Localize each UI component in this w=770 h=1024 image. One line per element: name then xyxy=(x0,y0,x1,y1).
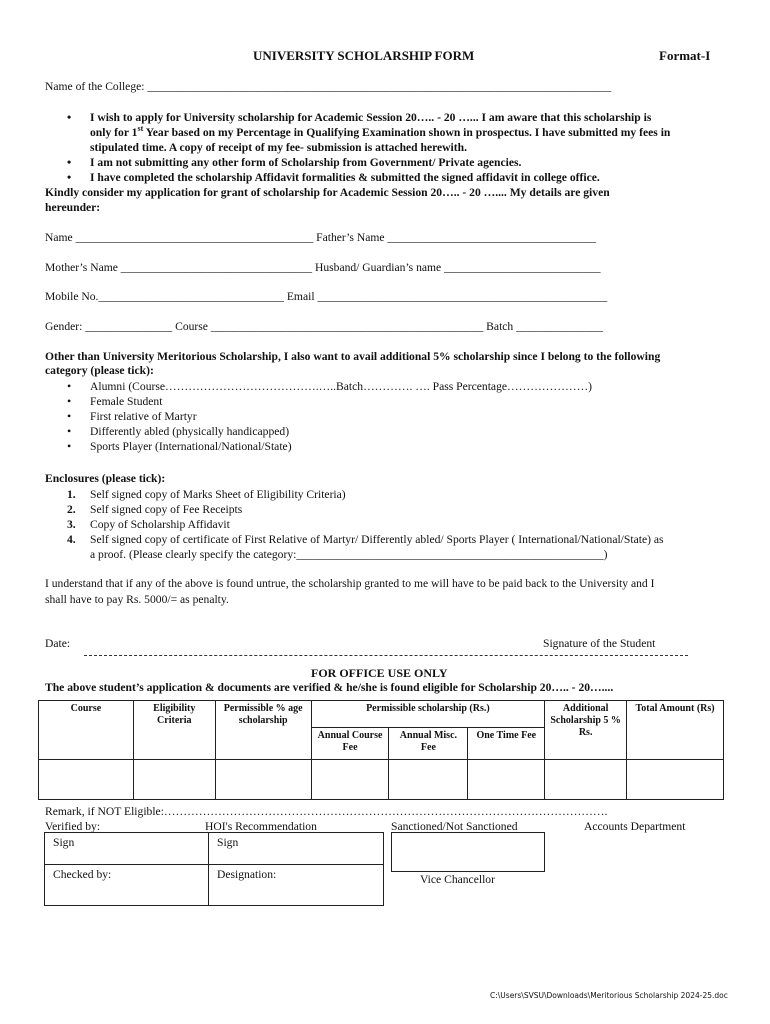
gender-course-batch-row: Gender: _______________ Course _______________________________________________ Batch _______________ xyxy=(45,320,604,333)
category-item-sports[interactable]: • Sports Player (International/National/State) xyxy=(45,439,725,454)
cell-eligibility[interactable] xyxy=(133,760,215,800)
additional-heading-line2: category (please tick): xyxy=(45,364,154,377)
remark-line: Remark, if NOT Eligible:……………………………………………………………………………………………………. xyxy=(45,805,608,818)
checked-by-box[interactable]: Checked by: xyxy=(44,864,209,906)
designation-box[interactable]: Designation: xyxy=(208,864,384,906)
cell-annual-misc-fee[interactable] xyxy=(389,760,468,800)
verified-by-label: Verified by: xyxy=(45,820,101,833)
hoi-recommendation-label: HOI's Recommendation xyxy=(205,820,317,833)
declaration-item: • I am not submitting any other form of Scholarship from Government/ Private agencies. xyxy=(45,155,725,170)
col-permissible-pct: Permissible % age scholarship xyxy=(215,701,311,760)
category-item-differently-abled[interactable]: • Differently abled (physically handicapped) xyxy=(45,424,725,439)
date-label: Date: xyxy=(45,637,71,650)
undertaking-line2: shall have to pay Rs. 5000/= as penalty. xyxy=(45,593,229,606)
declaration-item: • I have completed the scholarship Affidavit formalities & submitted the signed affidavit in college office. xyxy=(45,170,725,185)
name-father-row: Name _________________________________________ Father’s Name ____________________________________ xyxy=(45,231,597,244)
kindly-consider-line1: Kindly consider my application for grant of scholarship for Academic Session 20….. - 20 ….... My details are given xyxy=(45,186,610,199)
enclosure-item[interactable]: 4. Self signed copy of certificate of First Relative of Martyr/ Differently abled/ Sports Player ( International/National/State) as a proof. (Please clearly specify the category:_____________________________________________________) xyxy=(67,533,664,561)
mobile-email-row: Mobile No.________________________________ Email __________________________________________________ xyxy=(45,290,608,303)
enclosures-heading: Enclosures (please tick): xyxy=(45,472,166,485)
sanctioned-label: Sanctioned/Not Sanctioned xyxy=(391,820,518,833)
footer-file-path: C:\Users\SVSU\Downloads\Meritorious Scholarship 2024-25.doc xyxy=(490,991,728,1000)
declaration-item: • I wish to apply for University scholarship for Academic Session 20….. - 20 …... I am aware that this scholarship is only for 1st Year based on my Percentage in Qualifying Examination shown in prospectus. I have submitted my fees in stipulated time. A copy of receipt of my fee- submission is attached herewith. xyxy=(45,110,725,155)
col-total: Total Amount (Rs) xyxy=(627,701,724,760)
col-course: Course xyxy=(39,701,134,760)
office-use-heading: FOR OFFICE USE ONLY xyxy=(311,666,448,680)
cell-permissible-pct[interactable] xyxy=(215,760,311,800)
col-annual-misc-fee: Annual Misc. Fee xyxy=(389,728,468,760)
kindly-consider-line2: hereunder: xyxy=(45,201,101,214)
cell-total[interactable] xyxy=(627,760,724,800)
hoi-sign-box[interactable]: Sign xyxy=(208,832,384,865)
category-list xyxy=(45,379,725,454)
col-eligibility: Eligibility Criteria xyxy=(133,701,215,760)
office-scholarship-table xyxy=(38,700,724,800)
accounts-department-label: Accounts Department xyxy=(584,820,686,833)
student-signature-label: Signature of the Student xyxy=(543,637,656,650)
category-item-alumni[interactable]: • Alumni (Course………………………………….…..Batch…………. …. Pass Percentage…………………) xyxy=(45,379,725,394)
cell-course[interactable] xyxy=(39,760,134,800)
verified-sign-box[interactable]: Sign xyxy=(44,832,209,865)
additional-heading-line1: Other than University Meritorious Scholarship, I also want to avail additional 5% scholarship since I belong to the following xyxy=(45,350,661,363)
office-verify-line: The above student’s application & documents are verified & he/she is found eligible for Scholarship 20….. - 20….... xyxy=(45,681,614,694)
declaration-list xyxy=(45,110,725,185)
col-additional: Additional Scholarship 5 % Rs. xyxy=(545,701,627,760)
form-title: UNIVERSITY SCHOLARSHIP FORM xyxy=(253,48,475,63)
vice-chancellor-label: Vice Chancellor xyxy=(420,873,495,886)
cell-additional[interactable] xyxy=(545,760,627,800)
mother-guardian-row: Mother’s Name _________________________________ Husband/ Guardian’s name ___________________________ xyxy=(45,261,601,274)
cell-annual-course-fee[interactable] xyxy=(311,760,389,800)
college-name-line: Name of the College: ________________________________________________________________________________ xyxy=(45,80,612,93)
enclosure-item[interactable]: 1. Self signed copy of Marks Sheet of Eligibility Criteria) xyxy=(67,488,346,501)
category-item-female[interactable]: • Female Student xyxy=(45,394,725,409)
undertaking-line1: I understand that if any of the above is found untrue, the scholarship granted to me will have to be paid back to the University and I xyxy=(45,577,655,590)
category-item-martyr[interactable]: • First relative of Martyr xyxy=(45,409,725,424)
cell-one-time-fee[interactable] xyxy=(468,760,545,800)
enclosure-item[interactable]: 3. Copy of Scholarship Affidavit xyxy=(67,518,230,531)
separator-dashed-line xyxy=(84,655,688,656)
col-permissible-rs: Permissible scholarship (Rs.) xyxy=(311,701,545,728)
enclosure-list xyxy=(45,487,735,562)
format-label: Format-I xyxy=(659,48,711,63)
col-one-time-fee: One Time Fee xyxy=(468,728,545,760)
col-annual-course-fee: Annual Course Fee xyxy=(311,728,389,760)
enclosure-item[interactable]: 2. Self signed copy of Fee Receipts xyxy=(67,503,243,516)
sanction-box[interactable] xyxy=(391,832,545,872)
